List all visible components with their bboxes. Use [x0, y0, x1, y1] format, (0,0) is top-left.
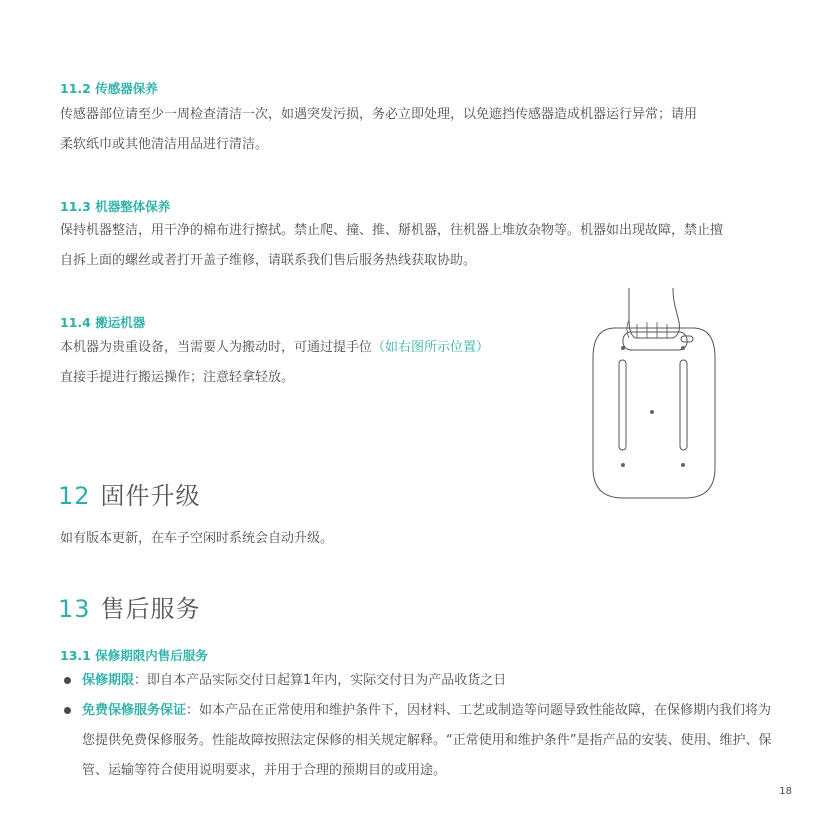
robot-left-slot — [619, 360, 626, 450]
robot-body-outline — [593, 328, 715, 498]
section-11-4-line1-main: 本机器为贵重设备，当需要人为搬动时，可通过提手位 — [60, 340, 373, 355]
bullet-free-service — [82, 696, 772, 786]
hand-icon — [629, 288, 679, 338]
bullet-warranty-period-label: 保修期限 — [82, 673, 135, 688]
section-11-3-title: 11.3 机器整体保养 — [60, 199, 171, 214]
bullet-warranty-period-text: ：即自本产品实际交付日起算1年内，实际交付日为产品收货之日 — [134, 673, 507, 688]
section-11-2-line1: 传感器部位请至少一周检查清洁一次，如遇突发污损，务必立即处理，以免遮挡传感器造成机器运行异常；请用 — [60, 107, 698, 122]
bullet-free-service-label: 免费保修服务保证 — [82, 703, 187, 718]
section-13-title: 售后服务 — [100, 595, 201, 623]
section-12-text: 如有版本更新，在车子空闲时系统会自动升级。 — [60, 531, 334, 546]
section-13-heading — [58, 589, 201, 624]
bullet-free-service-text: ：如本产品在正常使用和维护条件下，因材料、工艺或制造等问题导致性能故障，在保修期内我们将为您提供免费保修服务。性能故障按照法定保修的相关规定解释。“正常使用和维护条件”是指产品的安装、使用、维护、保管、运输等符合使用说明要求，并用于合理的预期目的或用途。 — [82, 703, 772, 778]
section-11-4-body — [60, 333, 489, 393]
section-11-3-line1: 保持机器整洁，用干净的棉布进行擦拭。禁止爬、撞、推、掰机器，往机器上堆放杂物等。机器如出现故障，禁止擅 — [60, 223, 724, 238]
section-11-2-body — [60, 100, 697, 160]
robot-right-slot — [680, 360, 687, 450]
section-11-4-line1-note: （如右图所示位置） — [372, 340, 490, 355]
section-11-3-line2: 自拆上面的螺丝或者打开盖子维修，请联系我们售后服务热线获取协助。 — [60, 253, 477, 268]
bullet-dot — [64, 707, 71, 714]
section-11-2-title: 11.2 传感器保养 — [60, 81, 158, 96]
section-11-4-line2: 直接手提进行搬运操作；注意轻拿轻放。 — [60, 370, 295, 385]
section-11-4-title: 11.4 搬运机器 — [60, 315, 146, 330]
section-12-title: 固件升级 — [100, 482, 201, 510]
section-11-3-body — [60, 216, 723, 276]
page-number: 18 — [779, 786, 792, 797]
bullet-warranty-period — [82, 666, 772, 696]
bullet-dot — [64, 677, 71, 684]
section-11-4-line1 — [60, 333, 489, 363]
robot-carry-illustration — [585, 288, 725, 502]
section-12-number: 12 — [58, 482, 91, 510]
section-11-2-line2: 柔软纸巾或其他清洁用品进行清洁。 — [60, 137, 269, 152]
section-12-heading — [58, 476, 201, 511]
section-13-number: 13 — [58, 595, 91, 623]
section-13-1-title: 13.1 保修期限内售后服务 — [60, 648, 208, 663]
